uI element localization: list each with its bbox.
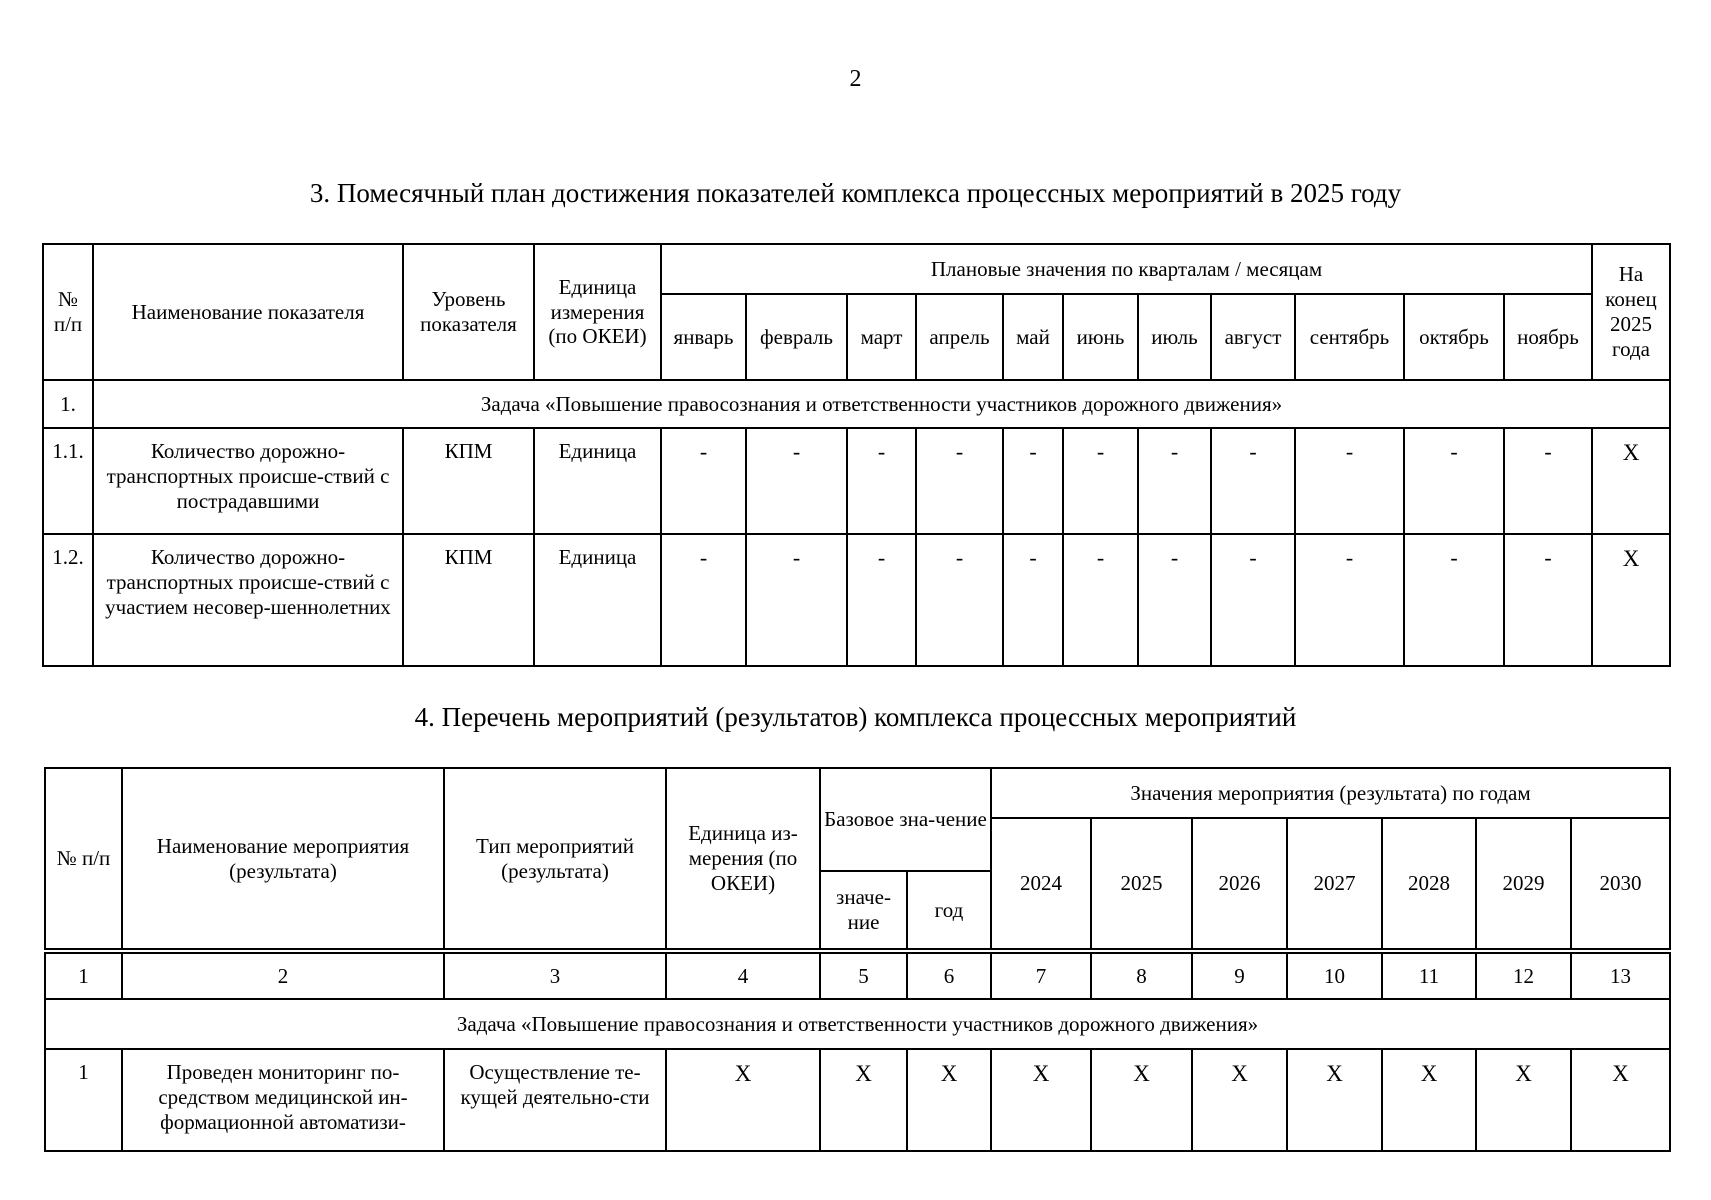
- header-unit: Единица из-мерения (по ОКЕИ): [666, 768, 820, 949]
- column-number: 6: [907, 953, 991, 999]
- month-value: -: [1063, 534, 1138, 666]
- column-number: 2: [122, 953, 444, 999]
- header-year: 2029: [1476, 818, 1571, 949]
- month-value: -: [1504, 534, 1592, 666]
- column-number: 8: [1091, 953, 1192, 999]
- header-year: 2027: [1287, 818, 1382, 949]
- header-year: 2024: [991, 818, 1091, 949]
- column-number: 10: [1287, 953, 1382, 999]
- month-value: -: [847, 428, 916, 534]
- column-number: 9: [1192, 953, 1287, 999]
- header-base-value-year: год: [907, 871, 991, 949]
- header-unit: Единица измерения (по ОКЕИ): [534, 244, 661, 380]
- activity-value: X: [1287, 1049, 1382, 1151]
- column-number: 3: [444, 953, 666, 999]
- header-base-value-value: значе-ние: [820, 871, 907, 949]
- row-num: 1.1.: [43, 428, 93, 534]
- activity-value: X: [1382, 1049, 1476, 1151]
- task-title: Задача «Повышение правосознания и ответственности участников дорожного движения»: [45, 999, 1670, 1049]
- header-month: март: [847, 294, 916, 380]
- column-numbers-row: [45, 953, 1670, 999]
- indicator-unit: Единица: [534, 428, 661, 534]
- activity-value: X: [1571, 1049, 1670, 1151]
- task-num: 1.: [43, 380, 93, 428]
- section-3-title: 3. Помесячный план достижения показателей комплекса процессных мероприятий в 2025 году: [309, 178, 1402, 208]
- header-year: 2026: [1192, 818, 1287, 949]
- activity-name: Проведен мониторинг по-средством медицинской ин-формационной автоматизи-: [122, 1049, 444, 1151]
- header-month: ноябрь: [1504, 294, 1592, 380]
- month-value: -: [1138, 534, 1211, 666]
- month-value: -: [1003, 534, 1063, 666]
- header-month: февраль: [746, 294, 847, 380]
- task-title: Задача «Повышение правосознания и ответственности участников дорожного движения»: [93, 380, 1670, 428]
- activity-value: X: [1476, 1049, 1571, 1151]
- column-number: 7: [991, 953, 1091, 999]
- header-month: апрель: [916, 294, 1003, 380]
- indicator-level: КПМ: [403, 428, 534, 534]
- month-value: -: [847, 534, 916, 666]
- header-month: июль: [1138, 294, 1211, 380]
- indicator-name: Количество дорожно-транспортных происше-ствий с пострадавшими: [93, 428, 403, 534]
- month-value: -: [746, 428, 847, 534]
- header-year: 2030: [1571, 818, 1670, 949]
- month-value: -: [661, 428, 746, 534]
- column-number: 11: [1382, 953, 1476, 999]
- table-row: [43, 534, 1670, 666]
- activity-type: Осуществление те-кущей деятельно-сти: [444, 1049, 666, 1151]
- activity-value: X: [991, 1049, 1091, 1151]
- month-value: -: [1138, 428, 1211, 534]
- header-year: 2025: [1091, 818, 1192, 949]
- table-row: [43, 428, 1670, 534]
- column-number: 1: [45, 953, 122, 999]
- indicator-level: КПМ: [403, 534, 534, 666]
- year-end-value: X: [1592, 534, 1670, 666]
- row-num: 1.2.: [43, 534, 93, 666]
- header-indicator-name: Наименование показателя: [93, 244, 403, 380]
- header-activity-type: Тип мероприятий (результата): [444, 768, 666, 949]
- column-number: 13: [1571, 953, 1670, 999]
- month-value: -: [916, 428, 1003, 534]
- header-year-end: На конец 2025 года: [1592, 244, 1670, 380]
- activity-value: X: [666, 1049, 820, 1151]
- header-month: май: [1003, 294, 1063, 380]
- column-number: 12: [1476, 953, 1571, 999]
- page-number: 2: [849, 66, 862, 92]
- monthly-plan-table: [42, 243, 1671, 667]
- activity-value: X: [1091, 1049, 1192, 1151]
- month-value: -: [1211, 428, 1295, 534]
- month-value: -: [1404, 534, 1504, 666]
- month-value: -: [1295, 534, 1404, 666]
- section-4-title: 4. Перечень мероприятий (результатов) комплекса процессных мероприятий: [414, 702, 1297, 732]
- header-planned-values: Плановые значения по кварталам / месяцам: [661, 244, 1592, 294]
- month-value: -: [1063, 428, 1138, 534]
- month-value: -: [1003, 428, 1063, 534]
- header-month: август: [1211, 294, 1295, 380]
- month-value: -: [1404, 428, 1504, 534]
- month-value: -: [1504, 428, 1592, 534]
- header-level: Уровень показателя: [403, 244, 534, 380]
- activity-value: X: [820, 1049, 907, 1151]
- header-month: январь: [661, 294, 746, 380]
- indicator-name: Количество дорожно-транспортных происше-ствий с участием несовер-шеннолетних: [93, 534, 403, 666]
- header-values-by-year: Значения мероприятия (результата) по годам: [991, 768, 1670, 818]
- header-month: октябрь: [1404, 294, 1504, 380]
- month-value: -: [661, 534, 746, 666]
- header-month: июнь: [1063, 294, 1138, 380]
- month-value: -: [1211, 534, 1295, 666]
- header-activity-name: Наименование мероприятия (результата): [122, 768, 444, 949]
- activity-value: X: [907, 1049, 991, 1151]
- activity-value: X: [1192, 1049, 1287, 1151]
- month-value: -: [1295, 428, 1404, 534]
- month-value: -: [916, 534, 1003, 666]
- header-num: № п/п: [45, 768, 122, 949]
- indicator-unit: Единица: [534, 534, 661, 666]
- activities-table: [44, 767, 1671, 1152]
- header-year: 2028: [1382, 818, 1476, 949]
- row-num: 1: [45, 1049, 122, 1151]
- header-num: № п/п: [43, 244, 93, 380]
- header-month: сентябрь: [1295, 294, 1404, 380]
- table-row: [45, 1049, 1670, 1151]
- month-value: -: [746, 534, 847, 666]
- header-base-value: Базовое зна-чение: [820, 768, 991, 871]
- column-number: 4: [666, 953, 820, 999]
- year-end-value: X: [1592, 428, 1670, 534]
- column-number: 5: [820, 953, 907, 999]
